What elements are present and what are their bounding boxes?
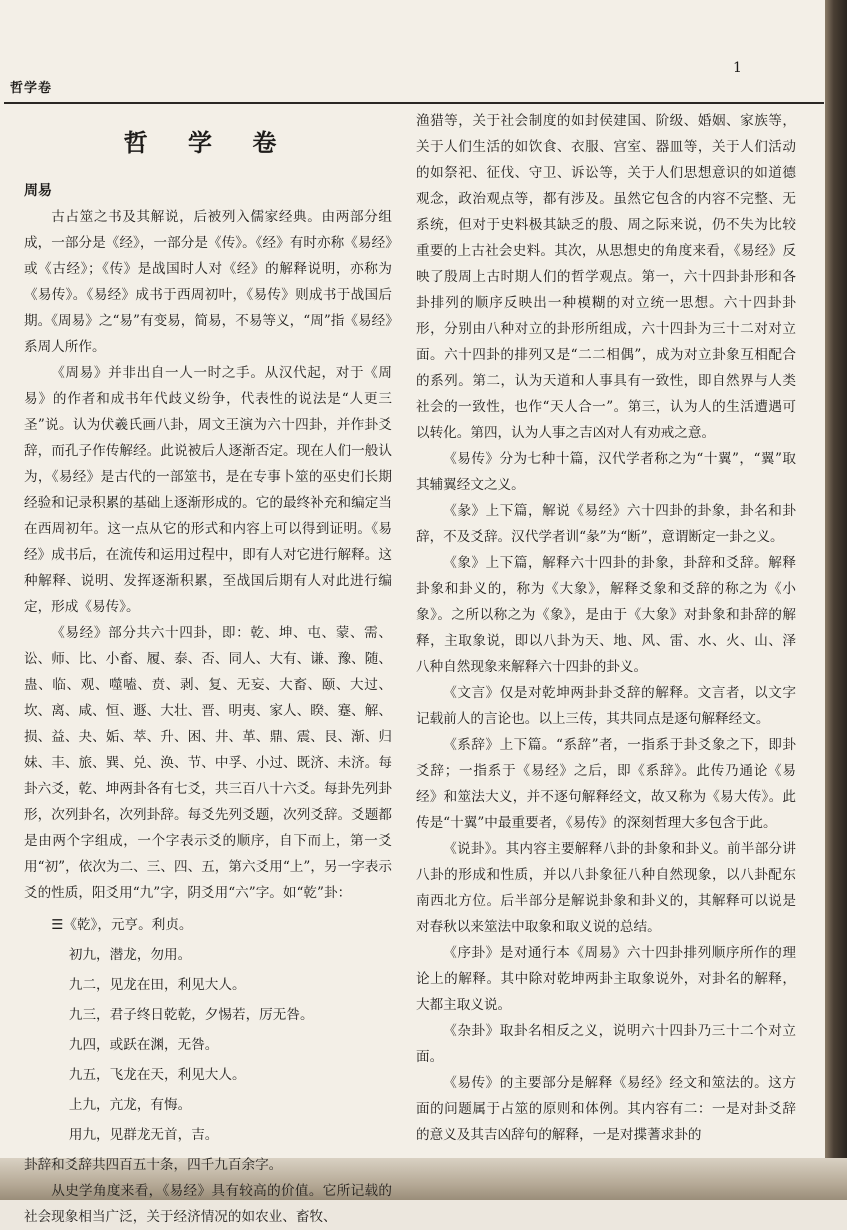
left-column — [24, 108, 392, 1230]
paragraph: 《周易》并非出自一人一时之手。从汉代起，对于《周易》的作者和成书年代歧义纷争，代表性的说法是“人更三圣”说。认为伏羲氏画八卦，周文王演为六十四卦，并作卦爻辞，而孔子作传解经。此说被后人逐渐否定。现在人们一般认为，《易经》是古代的一部筮书，是在专事卜筮的巫史们长期经验和记录积累的基础上逐渐形成的。它的最终补充和编定当在西周初年。这一点从它的形式和内容上可以得到证明。《易经》成书后，在流传和运用过程中，即有人对它进行解释。这种解释、说明、发挥逐渐积累，至战国后期有人对此进行编定，形成《易传》。 — [24, 365, 392, 615]
header-rule — [4, 102, 824, 104]
running-head: 哲学卷 — [10, 81, 53, 96]
paragraph: 《彖》上下篇，解说《易经》六十四卦的卦象，卦名和卦辞，不及爻辞。汉代学者训“彖”为“断”，意谓断定一卦之义。 — [416, 503, 796, 545]
page-number: 1 — [733, 60, 742, 76]
hexagram-line: 九二，见龙在田，利见大人。 — [68, 977, 246, 993]
paragraph: 《说卦》。其内容主要解释八卦的卦象和卦义。前半部分讲八卦的形成和性质，并以八卦象征八种自然现象，以八卦配东南西北方位。后半部分是解说卦象和卦义的，其解释可以说是对春秋以来筮法中取象和取义说的总结。 — [416, 841, 796, 935]
hexagram-line: 九三，君子终日乾乾，夕惕若，厉无咎。 — [68, 1007, 314, 1023]
paragraph: 《杂卦》取卦名相反之义，说明六十四卦乃三十二个对立面。 — [416, 1023, 796, 1065]
paragraph: 《易传》分为七种十篇，汉代学者称之为“十翼”，“翼”取其辅翼经文之义。 — [416, 451, 796, 493]
book-edge-right — [825, 0, 847, 1200]
hexagram-line: 初九，潜龙，勿用。 — [68, 947, 192, 963]
page-title: 哲 学 卷 — [123, 128, 293, 157]
qian-hexagram-text — [24, 910, 392, 1150]
paragraph: 卦辞和爻辞共四百五十条，四千九百余字。 — [24, 1157, 283, 1173]
paragraph: 《文言》仅是对乾坤两卦卦爻辞的解释。文言者，以文字记载前人的言论也。以上三传，其共同点是逐句解释经文。 — [416, 685, 796, 727]
paragraph: 古占筮之书及其解说，后被列入儒家经典。由两部分组成，一部分是《经》，一部分是《传》。《经》有时亦称《易经》或《古经》；《传》是战国时人对《经》的解释说明，亦称为《易传》。《易经》成书于西周初叶，《易传》则成书于战国后期。《周易》之“易”有变易，简易，不易等义，“周”指《易经》系周人所作。 — [24, 209, 392, 355]
paragraph: 《序卦》是对通行本《周易》六十四卦排列顺序所作的理论上的解释。其中除对乾坤两卦主取象说外，对卦名的解释，大都主取义说。 — [416, 945, 796, 1013]
paragraph: 从史学角度来看，《易经》具有较高的价值。它所记载的社会现象相当广泛，关于经济情况的如农业、畜牧、 — [24, 1183, 392, 1225]
hexagram-line: 九五，飞龙在天，利见大人。 — [68, 1067, 246, 1083]
right-column — [416, 108, 796, 1148]
hexagram-line: 九四，或跃在渊，无咎。 — [68, 1037, 219, 1053]
paragraph: 《易经》部分共六十四卦，即：乾、坤、屯、蒙、需、讼、师、比、小畜、履、泰、否、同人、大有、谦、豫、随、蛊、临、观、噬嗑、贲、剥、复、无妄、大畜、颐、大过、坎、离、咸、恒、遯、大壮、晋、明夷、家人、睽、蹇、解、损、益、夬、姤、萃、升、困、井、革、鼎、震、艮、渐、归妹、丰、旅、巽、兑、涣、节、中孚、小过、既济、未济。每卦六爻，乾、坤两卦各有七爻，共三百八十六爻。每卦先列卦形，次列卦名，次列卦辞。每爻先列爻题，次列爻辞。爻题都是由两个字组成，一个字表示爻的顺序，自下而上，第一爻用“初”，依次为二、三、四、五，第六爻用“上”，另一字表示爻的性质，阳爻用“九”字，阴爻用“六”字。如“乾”卦： — [24, 625, 392, 901]
paragraph: 渔猎等，关于社会制度的如封侯建国、阶级、婚姻、家族等，关于人们生活的如饮食、衣服、宫室、器皿等，关于人们活动的如祭祀、征伐、守卫、诉讼等，关于人们思想意识的如道德观念，政治观点等，都有涉及。虽然它包含的内容不完整、无系统，但对于史料极其缺乏的殷、周之际来说，仍不失为比较重要的上古社会史料。其次，从思想史的角度来看，《易经》反映了殷周上古时期人们的哲学观点。第一，六十四卦卦形和各卦排列的顺序反映出一种模糊的对立统一思想。六十四卦卦形，分别由八种对立的卦形所组成，六十四卦为三十二对对立面。六十四卦的排列又是“二二相偶”，成为对立卦象互相配合的系列。第二，认为天道和人事具有一致性，即自然界与人类社会的一致性，也作“天人合一”。第三，认为人的生活遭遇可以转化。第四，认为人事之吉凶对人有劝戒之意。 — [416, 113, 796, 441]
hexagram-line: 上九，亢龙，有悔。 — [68, 1097, 192, 1113]
paragraph: 《象》上下篇，解释六十四卦的卦象，卦辞和爻辞。解释卦象和卦义的，称为《大象》，解释爻象和爻辞的称之为《小象》。之所以称之为《象》，是由于《大象》对卦象和卦辞的解释，主取象说，即以八卦为天、地、风、雷、水、火、山、泽八种自然现象来解释六十四卦的卦义。 — [416, 555, 796, 675]
paragraph: 《易传》的主要部分是解释《易经》经文和筮法的。这方面的问题属于占筮的原则和体例。其内容有二：一是对卦爻辞的意义及其吉凶辞句的解释，一是对揲蓍求卦的 — [416, 1075, 796, 1143]
paragraph: 《系辞》上下篇。“系辞”者，一指系于卦爻象之下，即卦爻辞；一指系于《易经》之后，即《系辞》。此传乃通论《易经》和筮法大义，并不逐句解释经文，故又称为《易大传》。此传是“十翼”中最重要者，《易传》的深刻哲理大多包含于此。 — [416, 737, 796, 831]
hexagram-line: 用九，见群龙无首，吉。 — [68, 1127, 219, 1143]
hexagram-line: ☰《乾》，元亨。利贞。 — [51, 917, 193, 933]
entry-heading: 周易 — [24, 183, 52, 199]
